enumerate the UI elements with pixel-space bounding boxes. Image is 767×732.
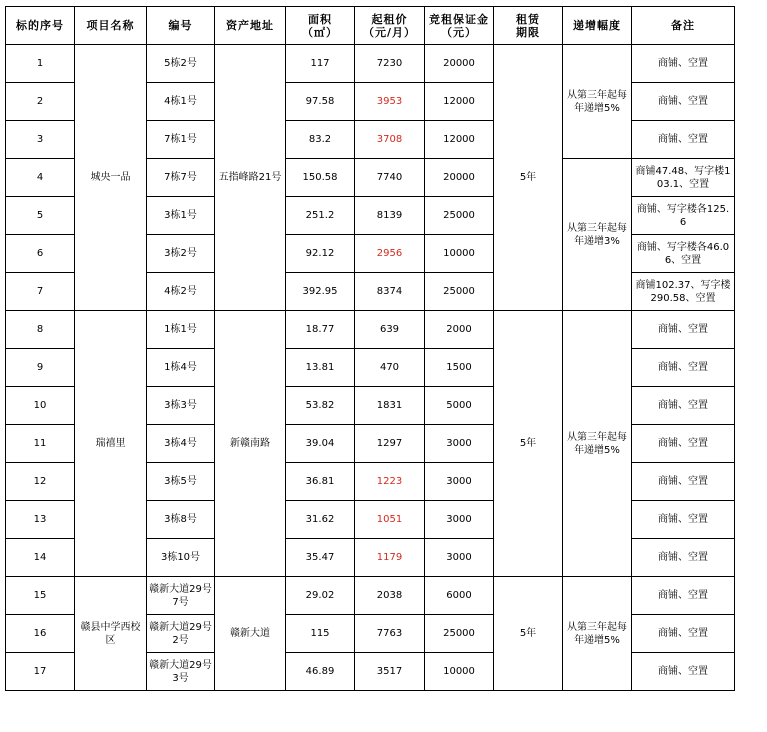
cell-code: 4栋2号 [147, 273, 215, 311]
cell-no: 16 [6, 615, 75, 653]
header-project: 项目名称 [75, 7, 147, 45]
cell-code: 3栋5号 [147, 463, 215, 501]
cell-rent: 639 [355, 311, 425, 349]
cell-area: 97.58 [286, 83, 355, 121]
cell-address: 新赣南路 [215, 311, 286, 577]
cell-no: 2 [6, 83, 75, 121]
cell-deposit: 12000 [425, 83, 494, 121]
cell-no: 10 [6, 387, 75, 425]
cell-note: 商铺、写字楼各125.6 [632, 197, 735, 235]
cell-no: 14 [6, 539, 75, 577]
cell-code: 1栋4号 [147, 349, 215, 387]
cell-area: 83.2 [286, 121, 355, 159]
cell-area: 31.62 [286, 501, 355, 539]
cell-note: 商铺、空置 [632, 463, 735, 501]
table-row [6, 577, 735, 615]
cell-note: 商铺、空置 [632, 311, 735, 349]
cell-rent: 1051 [355, 501, 425, 539]
cell-note: 商铺47.48、写字楼103.1、空置 [632, 159, 735, 197]
cell-rent: 1297 [355, 425, 425, 463]
cell-deposit: 25000 [425, 273, 494, 311]
header-address: 资产地址 [215, 7, 286, 45]
cell-note: 商铺、空置 [632, 45, 735, 83]
cell-rent: 3708 [355, 121, 425, 159]
cell-note: 商铺、空置 [632, 425, 735, 463]
cell-area: 35.47 [286, 539, 355, 577]
cell-area: 36.81 [286, 463, 355, 501]
cell-deposit: 6000 [425, 577, 494, 615]
cell-rent: 8374 [355, 273, 425, 311]
cell-no: 9 [6, 349, 75, 387]
cell-address: 五指峰路21号 [215, 45, 286, 311]
cell-area: 13.81 [286, 349, 355, 387]
cell-deposit: 20000 [425, 45, 494, 83]
header-increase: 递增幅度 [563, 7, 632, 45]
cell-no: 7 [6, 273, 75, 311]
cell-deposit: 20000 [425, 159, 494, 197]
cell-no: 4 [6, 159, 75, 197]
cell-deposit: 10000 [425, 235, 494, 273]
cell-code: 3栋4号 [147, 425, 215, 463]
header-deposit: 竞租保证金 （元） [425, 7, 494, 45]
cell-note: 商铺、空置 [632, 653, 735, 691]
cell-code: 1栋1号 [147, 311, 215, 349]
cell-code: 赣新大道29号3号 [147, 653, 215, 691]
cell-note: 商铺、空置 [632, 501, 735, 539]
cell-deposit: 5000 [425, 387, 494, 425]
lease-listing-table [5, 6, 735, 691]
cell-no: 15 [6, 577, 75, 615]
cell-rent: 1831 [355, 387, 425, 425]
cell-rent: 7763 [355, 615, 425, 653]
cell-term: 5年 [494, 45, 563, 311]
cell-project: 城央一品 [75, 45, 147, 311]
cell-rent: 8139 [355, 197, 425, 235]
cell-area: 39.04 [286, 425, 355, 463]
cell-deposit: 2000 [425, 311, 494, 349]
header-no: 标的序号 [6, 7, 75, 45]
cell-rent: 3517 [355, 653, 425, 691]
cell-note: 商铺102.37、写字楼290.58、空置 [632, 273, 735, 311]
cell-no: 6 [6, 235, 75, 273]
cell-no: 1 [6, 45, 75, 83]
cell-area: 53.82 [286, 387, 355, 425]
cell-note: 商铺、空置 [632, 349, 735, 387]
cell-rent: 470 [355, 349, 425, 387]
cell-address: 赣新大道 [215, 577, 286, 691]
cell-area: 18.77 [286, 311, 355, 349]
cell-area: 115 [286, 615, 355, 653]
cell-code: 3栋2号 [147, 235, 215, 273]
cell-note: 商铺、空置 [632, 539, 735, 577]
cell-note: 商铺、空置 [632, 83, 735, 121]
cell-note: 商铺、空置 [632, 387, 735, 425]
cell-code: 7栋1号 [147, 121, 215, 159]
cell-code: 赣新大道29号2号 [147, 615, 215, 653]
cell-area: 46.89 [286, 653, 355, 691]
cell-no: 5 [6, 197, 75, 235]
cell-deposit: 12000 [425, 121, 494, 159]
cell-rent: 2956 [355, 235, 425, 273]
cell-rent: 2038 [355, 577, 425, 615]
cell-term: 5年 [494, 311, 563, 577]
cell-deposit: 1500 [425, 349, 494, 387]
cell-project: 瑞禧里 [75, 311, 147, 577]
cell-no: 3 [6, 121, 75, 159]
cell-deposit: 3000 [425, 539, 494, 577]
cell-area: 117 [286, 45, 355, 83]
header-note: 备注 [632, 7, 735, 45]
header-term: 租赁 期限 [494, 7, 563, 45]
table-body [6, 45, 735, 691]
cell-no: 8 [6, 311, 75, 349]
cell-code: 4栋1号 [147, 83, 215, 121]
cell-area: 392.95 [286, 273, 355, 311]
cell-code: 5栋2号 [147, 45, 215, 83]
cell-area: 150.58 [286, 159, 355, 197]
cell-project: 赣县中学西校区 [75, 577, 147, 691]
cell-term: 5年 [494, 577, 563, 691]
cell-code: 3栋1号 [147, 197, 215, 235]
header-rent: 起租价 （元/月） [355, 7, 425, 45]
cell-area: 251.2 [286, 197, 355, 235]
cell-rent: 1223 [355, 463, 425, 501]
cell-deposit: 10000 [425, 653, 494, 691]
cell-increase: 从第三年起每年递增5% [563, 311, 632, 577]
header-row [6, 7, 735, 45]
cell-note: 商铺、空置 [632, 577, 735, 615]
cell-code: 3栋8号 [147, 501, 215, 539]
header-code: 编号 [147, 7, 215, 45]
cell-no: 17 [6, 653, 75, 691]
cell-no: 11 [6, 425, 75, 463]
cell-note: 商铺、空置 [632, 121, 735, 159]
cell-code: 7栋7号 [147, 159, 215, 197]
cell-deposit: 25000 [425, 197, 494, 235]
cell-deposit: 3000 [425, 463, 494, 501]
cell-area: 29.02 [286, 577, 355, 615]
cell-increase: 从第三年起每年递增5% [563, 45, 632, 159]
cell-rent: 7230 [355, 45, 425, 83]
cell-note: 商铺、写字楼各46.06、空置 [632, 235, 735, 273]
cell-no: 13 [6, 501, 75, 539]
cell-rent: 1179 [355, 539, 425, 577]
cell-code: 3栋10号 [147, 539, 215, 577]
cell-deposit: 25000 [425, 615, 494, 653]
header-area: 面积 （㎡） [286, 7, 355, 45]
cell-note: 商铺、空置 [632, 615, 735, 653]
cell-deposit: 3000 [425, 425, 494, 463]
cell-deposit: 3000 [425, 501, 494, 539]
cell-code: 3栋3号 [147, 387, 215, 425]
table-row [6, 45, 735, 83]
cell-increase: 从第三年起每年递增5% [563, 577, 632, 691]
table-row [6, 311, 735, 349]
cell-code: 赣新大道29号7号 [147, 577, 215, 615]
cell-increase: 从第三年起每年递增3% [563, 159, 632, 311]
cell-no: 12 [6, 463, 75, 501]
cell-rent: 3953 [355, 83, 425, 121]
cell-rent: 7740 [355, 159, 425, 197]
cell-area: 92.12 [286, 235, 355, 273]
